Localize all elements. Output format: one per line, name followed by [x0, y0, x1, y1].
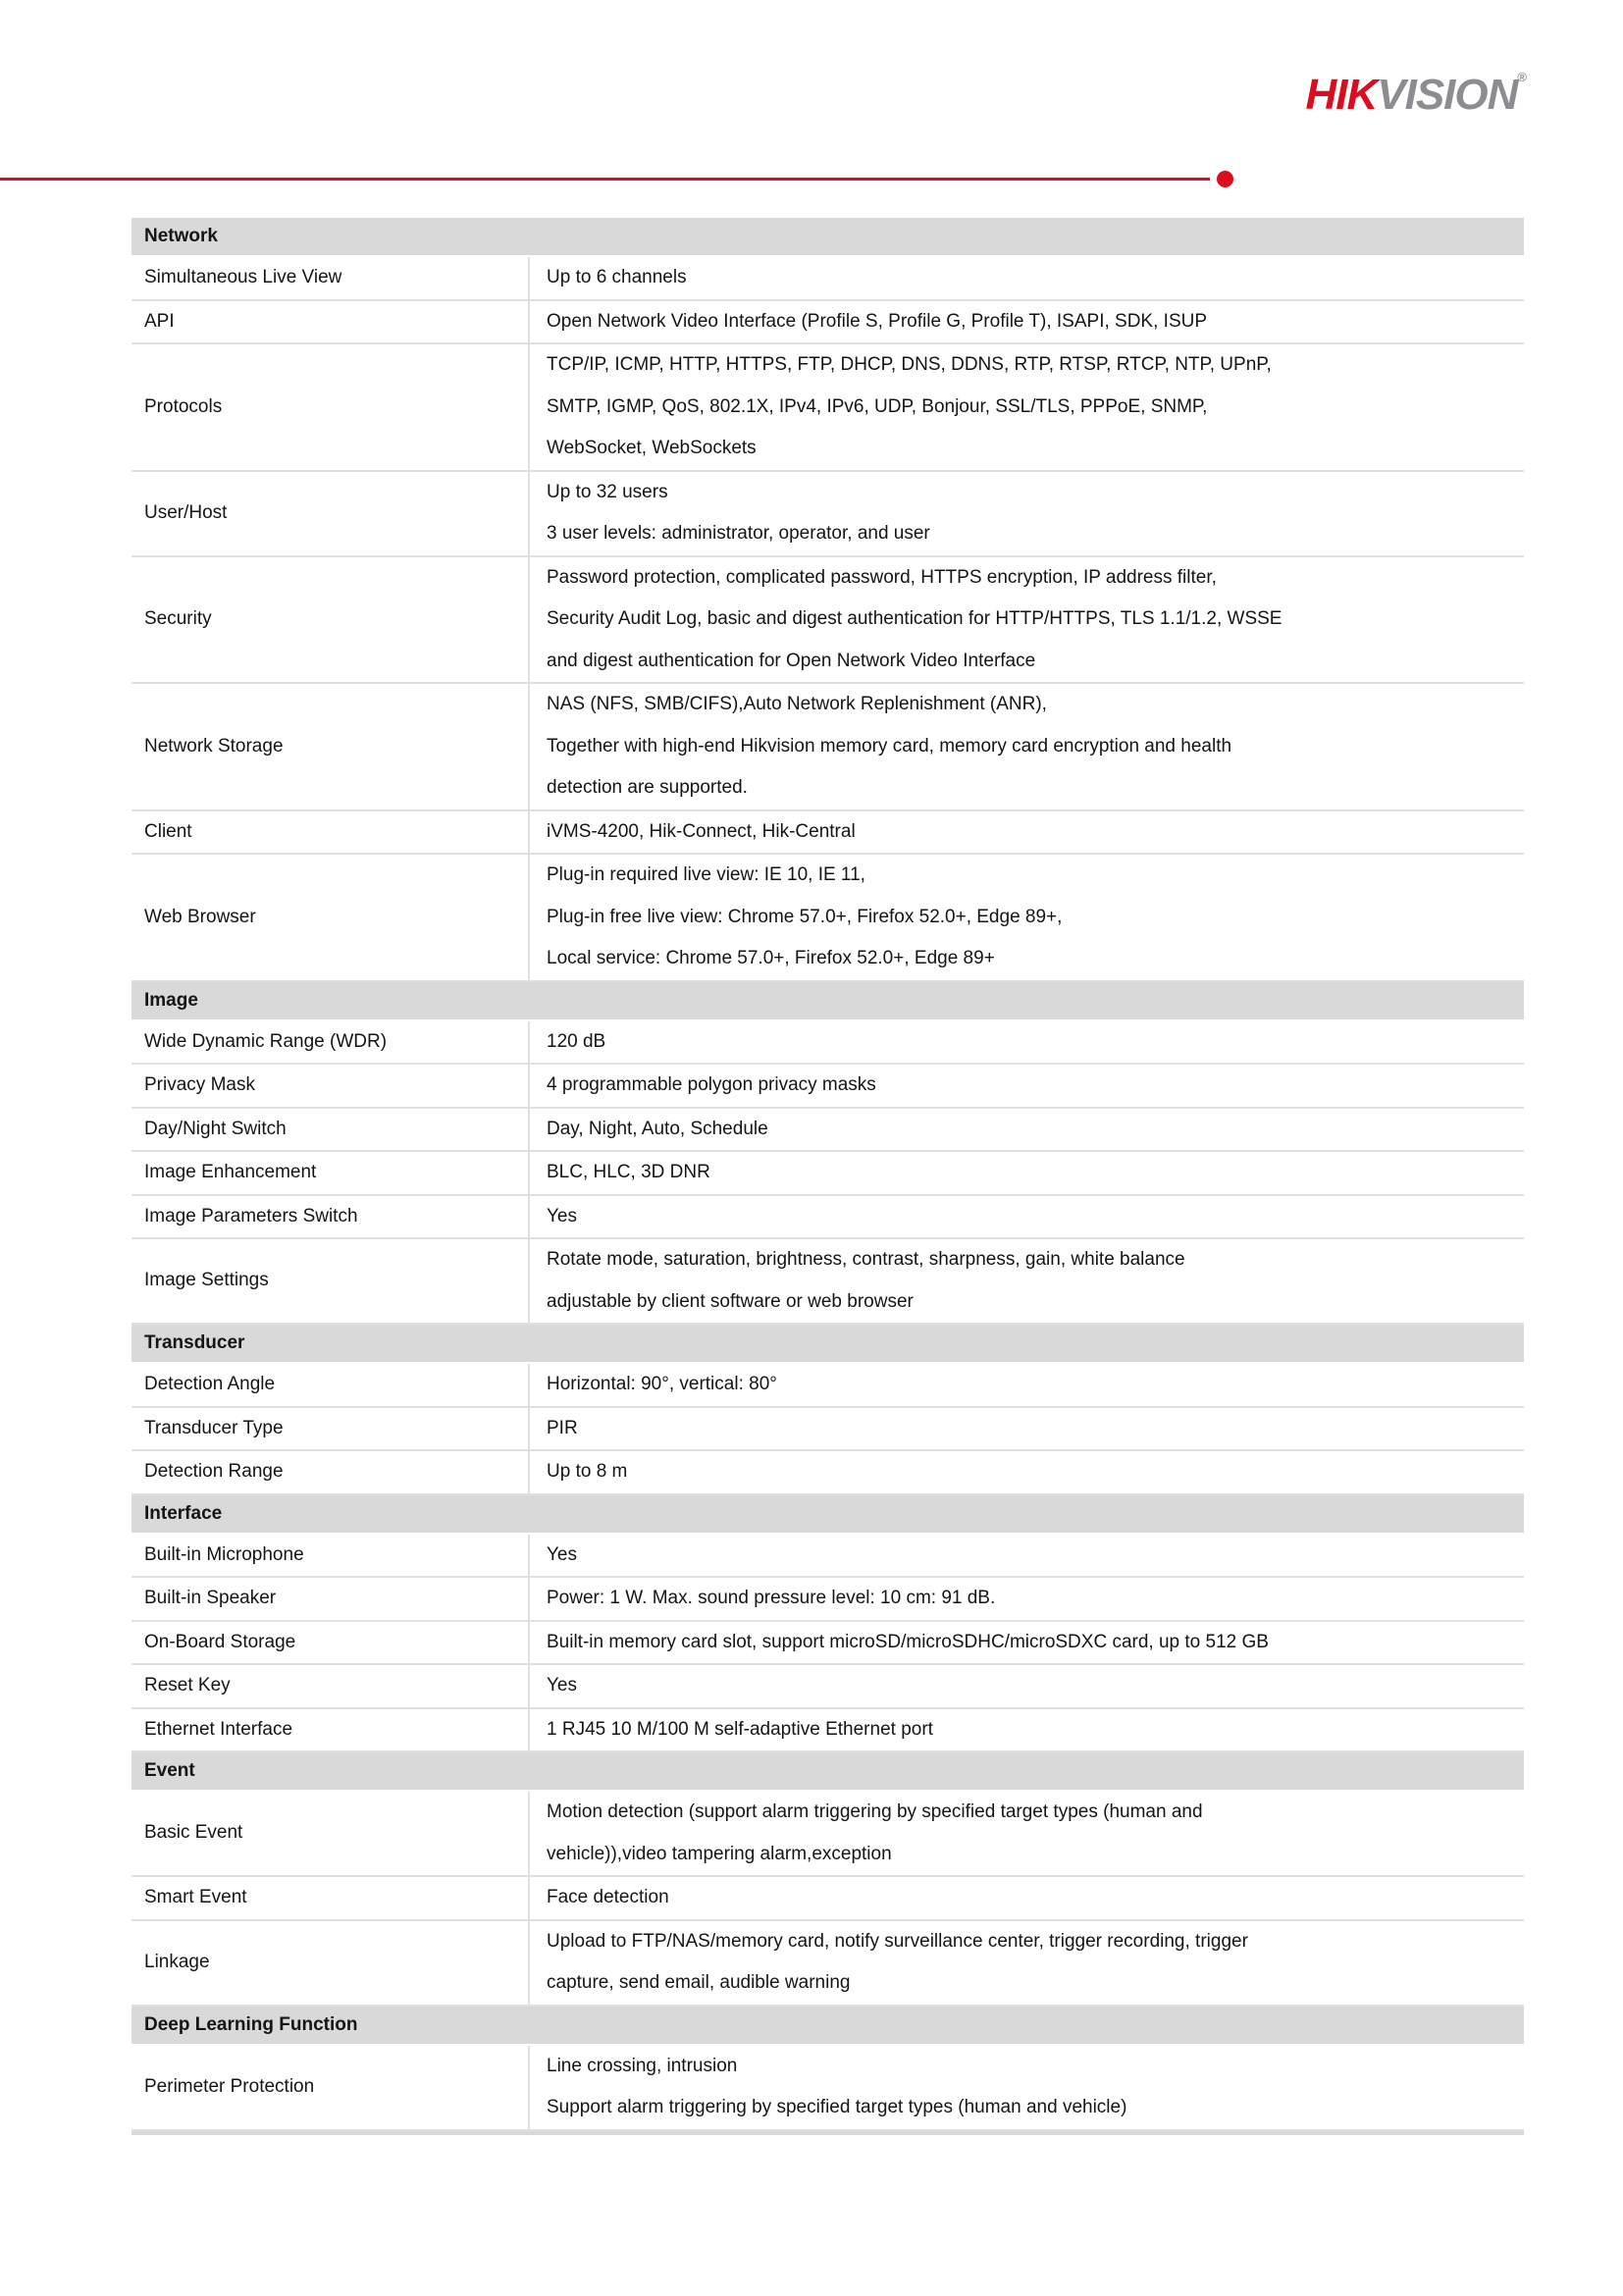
- row-label: Perimeter Protection: [144, 2075, 315, 2097]
- row-value: [528, 1665, 1524, 1707]
- row-label: Detection Range: [144, 1461, 284, 1482]
- header-accent-dot: [1217, 171, 1233, 187]
- section-header-transducer: Transducer: [131, 1325, 1524, 1364]
- row-label: Built-in Speaker: [144, 1588, 277, 1608]
- row-value: [528, 1109, 1524, 1151]
- row-value: [528, 1709, 1524, 1751]
- spec-row-ethernet-interface: [131, 1709, 1524, 1753]
- row-value-line: PIR: [547, 1417, 578, 1438]
- row-value-line: Built-in memory card slot, support microSD/microSDHC/microSDXC card, up to 512 GB: [547, 1631, 1269, 1652]
- row-value: [528, 1451, 1524, 1493]
- row-label: Day/Night Switch: [144, 1118, 287, 1139]
- row-label: Security: [144, 608, 212, 629]
- row-label: Linkage: [144, 1951, 210, 1972]
- row-value: [528, 1535, 1524, 1577]
- row-value-line: Power: 1 W. Max. sound pressure level: 10 cm: 91 dB.: [547, 1588, 996, 1608]
- row-value-line: NAS (NFS, SMB/CIFS),Auto Network Replenishment (ANR),: [547, 694, 1047, 714]
- section-header-network: Network: [131, 218, 1524, 257]
- row-value: [528, 1877, 1524, 1919]
- row-label: Smart Event: [144, 1887, 247, 1907]
- row-label: API: [144, 310, 175, 332]
- header-accent-line: [0, 178, 1210, 181]
- spec-row-web-browser: [131, 855, 1524, 982]
- row-value-line: Rotate mode, saturation, brightness, contrast, sharpness, gain, white balance: [547, 1249, 1185, 1270]
- row-value: [528, 1792, 1524, 1875]
- row-label: Web Browser: [144, 906, 256, 927]
- spec-row-built-in-speaker: [131, 1578, 1524, 1622]
- row-value-line: Yes: [547, 1675, 577, 1696]
- row-value: [528, 1239, 1524, 1323]
- row-label: User/Host: [144, 501, 228, 523]
- logo-hik-text: HIK: [1305, 71, 1378, 119]
- row-value-line: Together with high-end Hikvision memory card, memory card encryption and health: [547, 735, 1232, 757]
- spec-row-image-enhancement: [131, 1152, 1524, 1196]
- row-label: Image Parameters Switch: [144, 1205, 358, 1226]
- row-label: Privacy Mask: [144, 1074, 255, 1095]
- spec-row-client: [131, 811, 1524, 856]
- section-header-interface: Interface: [131, 1495, 1524, 1535]
- spec-row-reset-key: [131, 1665, 1524, 1709]
- row-label: Built-in Microphone: [144, 1543, 304, 1565]
- row-value-line: Yes: [547, 1205, 577, 1226]
- row-label: Client: [144, 820, 192, 842]
- row-value-line: adjustable by client software or web browser: [547, 1290, 914, 1312]
- row-value: [528, 1622, 1524, 1664]
- row-label: Simultaneous Live View: [144, 267, 342, 287]
- section-header-image: Image: [131, 982, 1524, 1021]
- spec-row-basic-event: [131, 1792, 1524, 1877]
- row-value-line: WebSocket, WebSockets: [547, 438, 757, 458]
- row-value: [528, 257, 1524, 299]
- spec-row-perimeter-protection: [131, 2046, 1524, 2131]
- spec-row-linkage: [131, 1921, 1524, 2007]
- row-value-line: 1 RJ45 10 M/100 M self-adaptive Ethernet port: [547, 1718, 933, 1740]
- row-value: [528, 684, 1524, 809]
- row-value-line: Support alarm triggering by specified target types (human and vehicle): [547, 2097, 1127, 2117]
- section-header-event: Event: [131, 1752, 1524, 1792]
- row-label: Image Settings: [144, 1270, 269, 1291]
- row-value-line: SMTP, IGMP, QoS, 802.1X, IPv4, IPv6, UDP, Bonjour, SSL/TLS, PPPoE, SNMP,: [547, 395, 1208, 417]
- row-value-line: 4 programmable polygon privacy masks: [547, 1074, 876, 1095]
- row-value-line: Upload to FTP/NAS/memory card, notify surveillance center, trigger recording, trigger: [547, 1930, 1248, 1952]
- row-value-line: 3 user levels: administrator, operator, and user: [547, 523, 930, 544]
- row-value-line: Face detection: [547, 1887, 669, 1907]
- row-value-line: Local service: Chrome 57.0+, Firefox 52.0+, Edge 89+: [547, 948, 995, 968]
- row-value: [528, 811, 1524, 854]
- row-value: [528, 1065, 1524, 1107]
- row-value: [528, 1152, 1524, 1194]
- spec-row-detection-angle: [131, 1364, 1524, 1408]
- row-label: Reset Key: [144, 1675, 231, 1696]
- spec-row-day-night-switch: [131, 1109, 1524, 1153]
- spec-sheet-table: [131, 218, 1524, 2135]
- row-value-line: Up to 8 m: [547, 1461, 628, 1482]
- row-value-line: and digest authentication for Open Network Video Interface: [547, 650, 1036, 671]
- row-label: On-Board Storage: [144, 1631, 296, 1652]
- spec-row-simultaneous-live-view: [131, 257, 1524, 301]
- section-header-deep-learning-function: Deep Learning Function: [131, 2007, 1524, 2046]
- row-value: [528, 472, 1524, 555]
- spec-row-protocols: [131, 344, 1524, 472]
- row-label: Wide Dynamic Range (WDR): [144, 1030, 388, 1052]
- spec-row-wide-dynamic-range-wdr: [131, 1021, 1524, 1066]
- spec-row-api: [131, 301, 1524, 345]
- row-value: [528, 1196, 1524, 1238]
- row-value-line: 120 dB: [547, 1030, 606, 1052]
- row-value-line: Horizontal: 90°, vertical: 80°: [547, 1374, 777, 1394]
- row-value-line: Up to 6 channels: [547, 267, 687, 287]
- hikvision-logo: [1305, 71, 1527, 117]
- row-value-line: Day, Night, Auto, Schedule: [547, 1118, 768, 1139]
- row-value-line: Yes: [547, 1543, 577, 1565]
- row-label: Image Enhancement: [144, 1162, 317, 1182]
- row-label: Network Storage: [144, 735, 284, 757]
- row-value-line: Plug-in required live view: IE 10, IE 11,: [547, 864, 865, 885]
- row-value: [528, 855, 1524, 980]
- spec-row-built-in-microphone: [131, 1535, 1524, 1579]
- row-value-line: Plug-in free live view: Chrome 57.0+, Firefox 52.0+, Edge 89+,: [547, 906, 1063, 927]
- spec-row-privacy-mask: [131, 1065, 1524, 1109]
- spec-row-detection-range: [131, 1451, 1524, 1495]
- row-label: Detection Angle: [144, 1374, 276, 1394]
- spec-row-network-storage: [131, 684, 1524, 811]
- spec-row-on-board-storage: [131, 1622, 1524, 1666]
- spec-row-smart-event: [131, 1877, 1524, 1921]
- row-value: [528, 301, 1524, 343]
- row-value-line: TCP/IP, ICMP, HTTP, HTTPS, FTP, DHCP, DNS, DDNS, RTP, RTSP, RTCP, NTP, UPnP,: [547, 354, 1272, 375]
- spec-row-transducer-type: [131, 1408, 1524, 1452]
- spec-row-image-parameters-switch: [131, 1196, 1524, 1240]
- row-value-line: BLC, HLC, 3D DNR: [547, 1162, 710, 1182]
- row-value-line: Line crossing, intrusion: [547, 2055, 738, 2076]
- row-value: [528, 1408, 1524, 1450]
- row-value-line: Motion detection (support alarm triggering by specified target types (human and: [547, 1801, 1203, 1822]
- spec-row-security: [131, 557, 1524, 685]
- row-value: [528, 344, 1524, 470]
- row-value: [528, 1921, 1524, 2005]
- spec-row-user-host: [131, 472, 1524, 557]
- row-value-line: Open Network Video Interface (Profile S, Profile G, Profile T), ISAPI, SDK, ISUP: [547, 310, 1208, 332]
- row-value: [528, 1364, 1524, 1406]
- row-label: Protocols: [144, 395, 223, 417]
- row-label: Transducer Type: [144, 1417, 284, 1438]
- row-label: Basic Event: [144, 1822, 243, 1844]
- row-value-line: vehicle)),video tampering alarm,exception: [547, 1843, 892, 1864]
- registered-mark: ®: [1517, 70, 1527, 84]
- row-value-line: iVMS-4200, Hik-Connect, Hik-Central: [547, 820, 856, 842]
- row-value: [528, 2046, 1524, 2129]
- row-value-line: capture, send email, audible warning: [547, 1972, 851, 1993]
- row-value-line: detection are supported.: [547, 777, 748, 798]
- spec-row-image-settings: [131, 1239, 1524, 1325]
- logo-vision-text: VISION: [1377, 71, 1518, 119]
- row-value: [528, 1578, 1524, 1620]
- row-label: Ethernet Interface: [144, 1718, 293, 1740]
- row-value-line: Password protection, complicated password, HTTPS encryption, IP address filter,: [547, 566, 1217, 588]
- row-value: [528, 1021, 1524, 1064]
- row-value: [528, 557, 1524, 683]
- row-value-line: Security Audit Log, basic and digest authentication for HTTP/HTTPS, TLS 1.1/1.2, WSSE: [547, 608, 1283, 629]
- row-value-line: Up to 32 users: [547, 481, 668, 502]
